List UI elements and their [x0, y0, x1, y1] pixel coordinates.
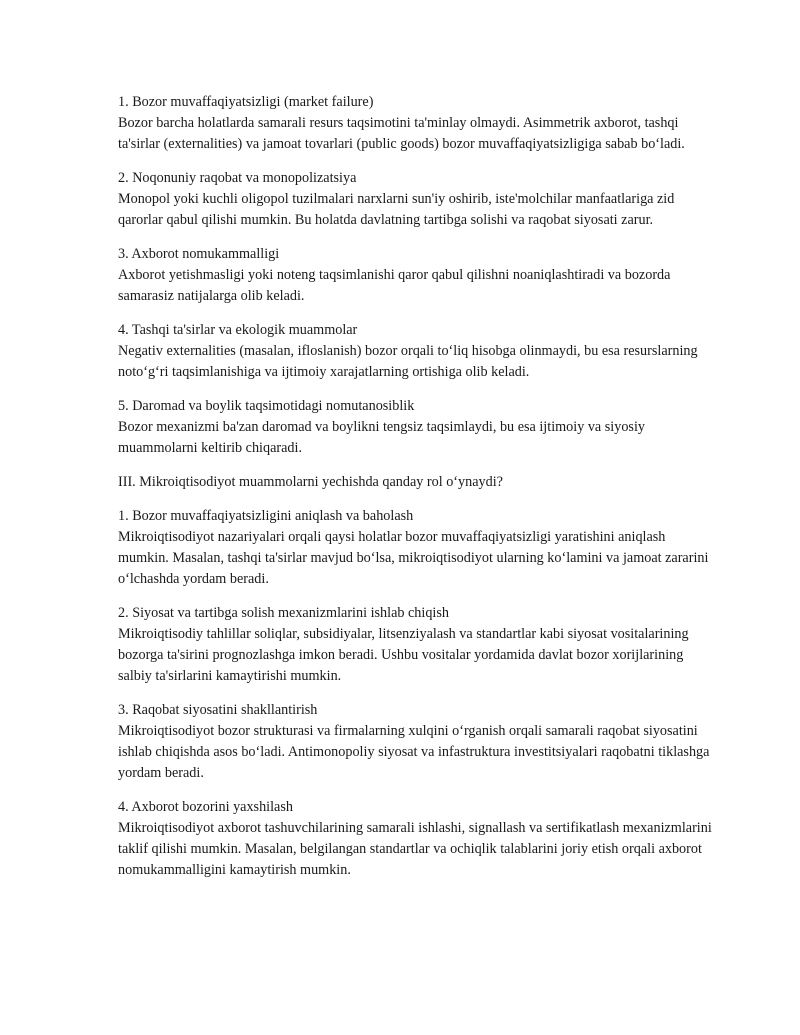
section-body: Axborot yetishmasligi yoki noteng taqsimlanishi qaror qabul qilishni noaniqlashtiradi va bozorda samarasiz natijalarga olib keladi.: [118, 267, 671, 304]
section-body: Bozor barcha holatlarda samarali resurs taqsimotini ta'minlay olmaydi. Asimmetrik axborot, tashqi ta'sirlar (externalities) va jamoat tovarlari (public goods) bozor muvaffaqiyatsizligiga sabab bo‘ladi.: [118, 115, 685, 152]
section-body: Mikroiqtisodiyot nazariyalari orqali qaysi holatlar bozor muvaffaqiyatsizligi yaratishini aniqlash mumkin. Masalan, tashqi ta'sirlar mavjud bo‘lsa, mikroiqtisodiyot ularning ko‘lamini va jamoat zararini o‘lchashda yordam beradi.: [118, 529, 709, 587]
section-title: 3. Raqobat siyosatini shakllantirish: [118, 702, 318, 718]
section-identify-market-failure: [118, 506, 718, 590]
section-body: Negativ externalities (masalan, ifloslanish) bozor orqali to‘liq hisobga olinmaydi, bu esa resurslarning noto‘g‘ri taqsimlanishiga va ijtimoiy xarajatlarning ortishiga olib keladi.: [118, 343, 698, 380]
section-market-failure: [118, 92, 718, 155]
section-information-imperfection: [118, 244, 718, 307]
section-title: 2. Noqonuniy raqobat va monopolizatsiya: [118, 170, 357, 186]
section-title: 4. Tashqi ta'sirlar va ekologik muammolar: [118, 322, 358, 338]
section-monopolization: [118, 168, 718, 231]
section-body: Bozor mexanizmi ba'zan daromad va boylikni tengsiz taqsimlaydi, bu esa ijtimoiy va siyosiy muammolarni keltirib chiqaradi.: [118, 419, 645, 456]
section-title: 3. Axborot nomukammalligi: [118, 246, 280, 262]
section-body: Mikroiqtisodiy tahlillar soliqlar, subsidiyalar, litsenziyalash va standartlar kabi siyosat vositalarining bozorga ta'sirini prognozlashga imkon beradi. Ushbu vositalar yordamida davlat bozor xorijlarining salbiy ta'sirlarini kamaytirishi mumkin.: [118, 626, 689, 684]
section-body: Mikroiqtisodiyot bozor strukturasi va firmalarning xulqini o‘rganish orqali samarali raqobat siyosatini ishlab chiqishda asos bo‘ladi. Antimonopoliy siyosat va infastruktura investitsiyalari raqobatni tiklashga yordam beradi.: [118, 723, 710, 781]
section-competition-policy: [118, 700, 718, 784]
section-body: Mikroiqtisodiyot axborot tashuvchilarining samarali ishlashi, signallash va sertifikatlash mexanizmlarini taklif qilishi mumkin. Masalan, belgilangan standartlar va ochiqlik talablarini joriy etish orqali axborot nomukammalligini kamaytirish mumkin.: [118, 820, 712, 878]
section-title: 2. Siyosat va tartibga solish mexanizmlarini ishlab chiqish: [118, 605, 449, 621]
section-information-market: [118, 797, 718, 881]
part-heading: III. Mikroiqtisodiyot muammolarni yechishda qanday rol o‘ynaydi?: [118, 474, 503, 490]
section-title: 4. Axborot bozorini yaxshilash: [118, 799, 293, 815]
section-title: 5. Daromad va boylik taqsimotidagi nomutanosiblik: [118, 398, 415, 414]
part-heading-block: [118, 472, 718, 493]
section-externalities: [118, 320, 718, 383]
section-policy-mechanisms: [118, 603, 718, 687]
section-title: 1. Bozor muvaffaqiyatsizligini aniqlash va baholash: [118, 508, 414, 524]
section-title: 1. Bozor muvaffaqiyatsizligi (market failure): [118, 94, 374, 110]
section-body: Monopol yoki kuchli oligopol tuzilmalari narxlarni sun'iy oshirib, iste'molchilar manfaatlariga zid qarorlar qabul qilishi mumkin. Bu holatda davlatning tartibga solishi va raqobat siyosati zarur.: [118, 191, 675, 228]
document-page: [118, 92, 718, 894]
section-income-inequality: [118, 396, 718, 459]
